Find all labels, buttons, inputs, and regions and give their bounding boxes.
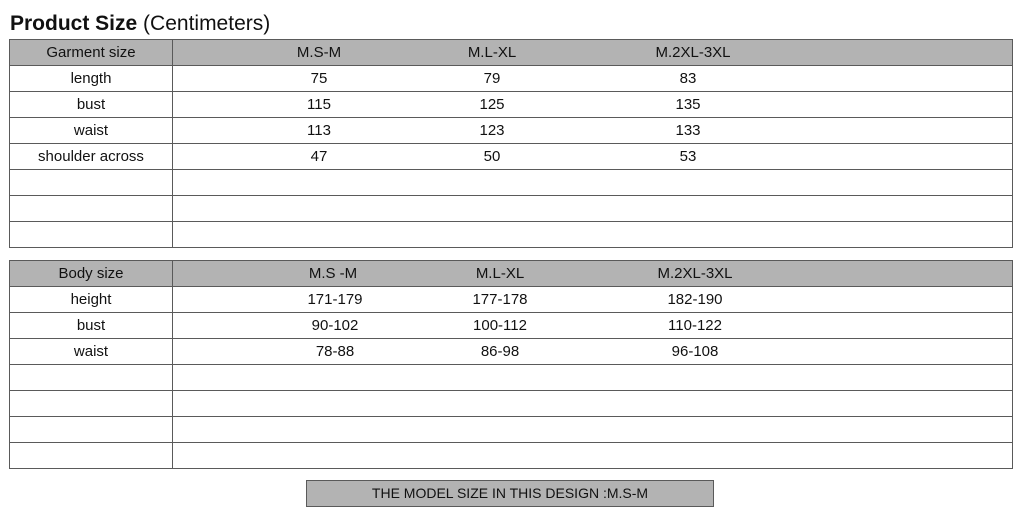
header-cell-label: Garment size <box>10 40 173 66</box>
cell-value: 115 <box>307 96 331 113</box>
header-size-3: M.2XL-3XL <box>655 44 731 61</box>
row-values <box>173 287 1013 313</box>
table-row <box>10 313 1013 339</box>
row-values <box>173 222 1013 248</box>
row-values <box>173 365 1013 391</box>
row-label <box>10 170 173 196</box>
row-values <box>173 417 1013 443</box>
row-label <box>10 196 173 222</box>
table-row <box>10 339 1013 365</box>
cell-value: 96-108 <box>671 343 719 360</box>
header-cell-label: Body size <box>10 261 173 287</box>
cell-value: 171-179 <box>307 291 363 308</box>
cell-value: 78-88 <box>315 343 355 360</box>
cell-value: 47 <box>310 148 328 165</box>
cell-value: 133 <box>675 122 701 139</box>
table-row <box>10 443 1013 469</box>
header-size-2: M.L-XL <box>475 265 525 282</box>
header-size-2: M.L-XL <box>467 44 517 61</box>
garment-size-table <box>9 39 1013 248</box>
cell-value: 86-98 <box>480 343 520 360</box>
header-size-1: M.S-M <box>296 44 342 61</box>
table-header-row <box>10 40 1013 66</box>
body-size-table <box>9 260 1013 469</box>
cell-value: 182-190 <box>667 291 723 308</box>
title-unit: (Centimeters) <box>143 12 271 35</box>
model-size-note: THE MODEL SIZE IN THIS DESIGN :M.S-M <box>306 480 714 507</box>
row-values <box>173 339 1013 365</box>
cell-value: 135 <box>675 96 701 113</box>
row-label <box>10 365 173 391</box>
cell-value: 177-178 <box>472 291 528 308</box>
cell-value: 50 <box>483 148 501 165</box>
cell-value: 79 <box>483 70 501 87</box>
table-row <box>10 417 1013 443</box>
table-row <box>10 222 1013 248</box>
cell-value: 83 <box>679 70 697 87</box>
cell-value: 75 <box>310 70 328 87</box>
row-label <box>10 222 173 248</box>
table-row <box>10 118 1013 144</box>
row-label: waist <box>10 339 173 365</box>
table-row <box>10 92 1013 118</box>
header-size-1: M.S -M <box>308 265 358 282</box>
table-row <box>10 287 1013 313</box>
cell-value: 125 <box>479 96 505 113</box>
cell-value: 90-102 <box>311 317 359 334</box>
row-values <box>173 196 1013 222</box>
table-row <box>10 66 1013 92</box>
table-row <box>10 391 1013 417</box>
row-label: waist <box>10 118 173 144</box>
row-values <box>173 391 1013 417</box>
table-row <box>10 170 1013 196</box>
row-label: height <box>10 287 173 313</box>
row-values <box>173 443 1013 469</box>
table-row <box>10 365 1013 391</box>
row-label: shoulder across <box>10 144 173 170</box>
title-main: Product Size <box>10 12 138 35</box>
table-header-row <box>10 261 1013 287</box>
table-row <box>10 196 1013 222</box>
row-label: bust <box>10 313 173 339</box>
header-cell-values <box>173 40 1013 66</box>
header-size-3: M.2XL-3XL <box>657 265 733 282</box>
row-label: length <box>10 66 173 92</box>
row-label: bust <box>10 92 173 118</box>
page-title <box>10 9 270 39</box>
row-label <box>10 391 173 417</box>
table-row <box>10 144 1013 170</box>
row-label <box>10 417 173 443</box>
row-values <box>173 144 1013 170</box>
cell-value: 53 <box>679 148 697 165</box>
row-values <box>173 92 1013 118</box>
row-values <box>173 118 1013 144</box>
cell-value: 123 <box>479 122 505 139</box>
row-values <box>173 66 1013 92</box>
header-cell-values <box>173 261 1013 287</box>
cell-value: 113 <box>307 122 331 139</box>
cell-value: 100-112 <box>473 317 527 334</box>
row-values <box>173 170 1013 196</box>
row-label <box>10 443 173 469</box>
cell-value: 110-122 <box>668 317 722 334</box>
row-values <box>173 313 1013 339</box>
